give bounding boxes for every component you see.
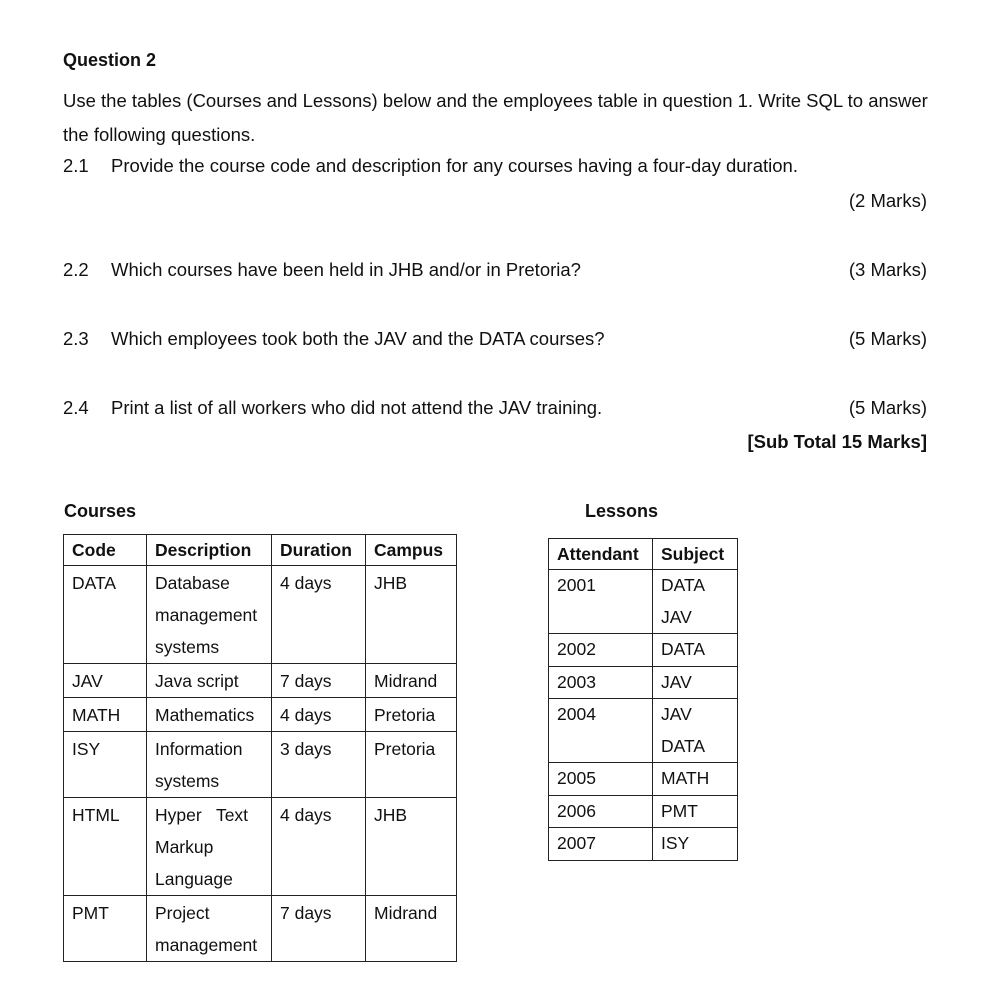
table-row [64, 798, 457, 896]
question-text: Provide the course code and description for any courses having a four-day duration. [111, 155, 798, 176]
question-marks: (5 Marks) [848, 397, 927, 418]
lesson-attendant: 2002 [549, 634, 653, 667]
course-description [147, 664, 272, 698]
column-header: Description [147, 535, 272, 566]
lesson-attendant: 2003 [549, 666, 653, 699]
column-header: Attendant [549, 539, 653, 570]
table-row [549, 795, 738, 828]
lesson-subjects [653, 666, 738, 699]
description-line: management [155, 605, 258, 625]
subject-line: JAV [661, 606, 692, 627]
question-item [63, 397, 602, 419]
lesson-subjects [653, 795, 738, 828]
subject-line: JAV [661, 671, 692, 692]
description-line: Information [155, 739, 243, 759]
course-campus: JHB [366, 566, 457, 664]
description-line: Java script [155, 671, 239, 691]
table-header-row [64, 535, 457, 566]
description-line: Mathematics [155, 705, 255, 725]
lesson-attendant: 2001 [549, 570, 653, 634]
course-campus: JHB [366, 798, 457, 896]
course-campus: Pretoria [366, 698, 457, 732]
subject-line: MATH [661, 768, 710, 788]
lessons-table [548, 538, 738, 861]
course-description [147, 798, 272, 896]
lesson-subjects [653, 763, 738, 796]
question-item [63, 328, 605, 350]
table-row [64, 732, 457, 798]
course-description [147, 566, 272, 664]
course-code: HTML [64, 798, 147, 896]
subject-line: DATA [661, 735, 706, 756]
subject-line: PMT [661, 800, 698, 821]
lessons-table-title: Lessons [585, 501, 659, 521]
course-code: MATH [64, 698, 147, 732]
course-duration: 7 days [272, 896, 366, 962]
subject-line: DATA [661, 639, 706, 659]
question-text: Which courses have been held in JHB and/or in Pretoria? [111, 259, 581, 280]
question-number: 2.3 [63, 328, 89, 349]
question-intro: Use the tables (Courses and Lessons) below and the employees table in question 1. Write SQL to answer the following questions. [63, 90, 928, 145]
course-code: DATA [64, 566, 147, 664]
column-header: Campus [366, 535, 457, 566]
course-duration: 3 days [272, 732, 366, 798]
table-row [549, 763, 738, 796]
table-row [64, 664, 457, 698]
description-line: systems [155, 637, 220, 657]
subject-line: DATA [661, 575, 706, 595]
lesson-subjects [653, 699, 738, 763]
course-duration: 4 days [272, 566, 366, 664]
column-header: Subject [653, 539, 738, 570]
lesson-attendant: 2007 [549, 828, 653, 861]
table-row [64, 896, 457, 962]
course-code: ISY [64, 732, 147, 798]
question-marks: (5 Marks) [848, 328, 927, 349]
course-description [147, 698, 272, 732]
lesson-attendant: 2006 [549, 795, 653, 828]
table-row [549, 666, 738, 699]
course-campus: Pretoria [366, 732, 457, 798]
subtotal-marks: [Sub Total 15 Marks] [747, 431, 927, 452]
column-header: Code [64, 535, 147, 566]
course-code: JAV [64, 664, 147, 698]
lesson-subjects [653, 634, 738, 667]
table-row [549, 828, 738, 861]
question-marks: (2 Marks) [848, 190, 927, 211]
question-heading: Question 2 [63, 50, 157, 70]
question-text: Print a list of all workers who did not attend the JAV training. [111, 397, 603, 418]
lesson-subjects [653, 828, 738, 861]
table-row [549, 634, 738, 667]
question-text: Which employees took both the JAV and the DATA courses? [111, 328, 605, 349]
description-line: Database [155, 573, 230, 593]
course-description [147, 732, 272, 798]
course-description [147, 896, 272, 962]
courses-table-title: Courses [64, 501, 137, 521]
course-duration: 4 days [272, 698, 366, 732]
lesson-attendant: 2005 [549, 763, 653, 796]
subject-line: JAV [661, 704, 692, 724]
subject-line: ISY [661, 833, 690, 853]
table-row [549, 570, 738, 634]
course-campus: Midrand [366, 664, 457, 698]
course-duration: 4 days [272, 798, 366, 896]
table-row [64, 698, 457, 732]
table-row [549, 699, 738, 763]
description-line: systems [155, 771, 220, 791]
description-line: Language [155, 869, 233, 889]
table-header-row [549, 539, 738, 570]
question-number: 2.2 [63, 259, 89, 280]
question-number: 2.4 [63, 397, 89, 418]
description-line: Project [155, 903, 210, 923]
lesson-subjects [653, 570, 738, 634]
question-item [63, 259, 581, 281]
column-header: Duration [272, 535, 366, 566]
course-duration: 7 days [272, 664, 366, 698]
course-code: PMT [64, 896, 147, 962]
table-row [64, 566, 457, 664]
course-campus: Midrand [366, 896, 457, 962]
description-line: Markup [155, 837, 214, 857]
lesson-attendant: 2004 [549, 699, 653, 763]
question-number: 2.1 [63, 155, 89, 176]
description-line: Hyper Text [155, 805, 249, 825]
question-marks: (3 Marks) [848, 259, 927, 280]
courses-table [63, 534, 457, 962]
question-item [63, 155, 798, 177]
description-line: management [155, 935, 258, 955]
